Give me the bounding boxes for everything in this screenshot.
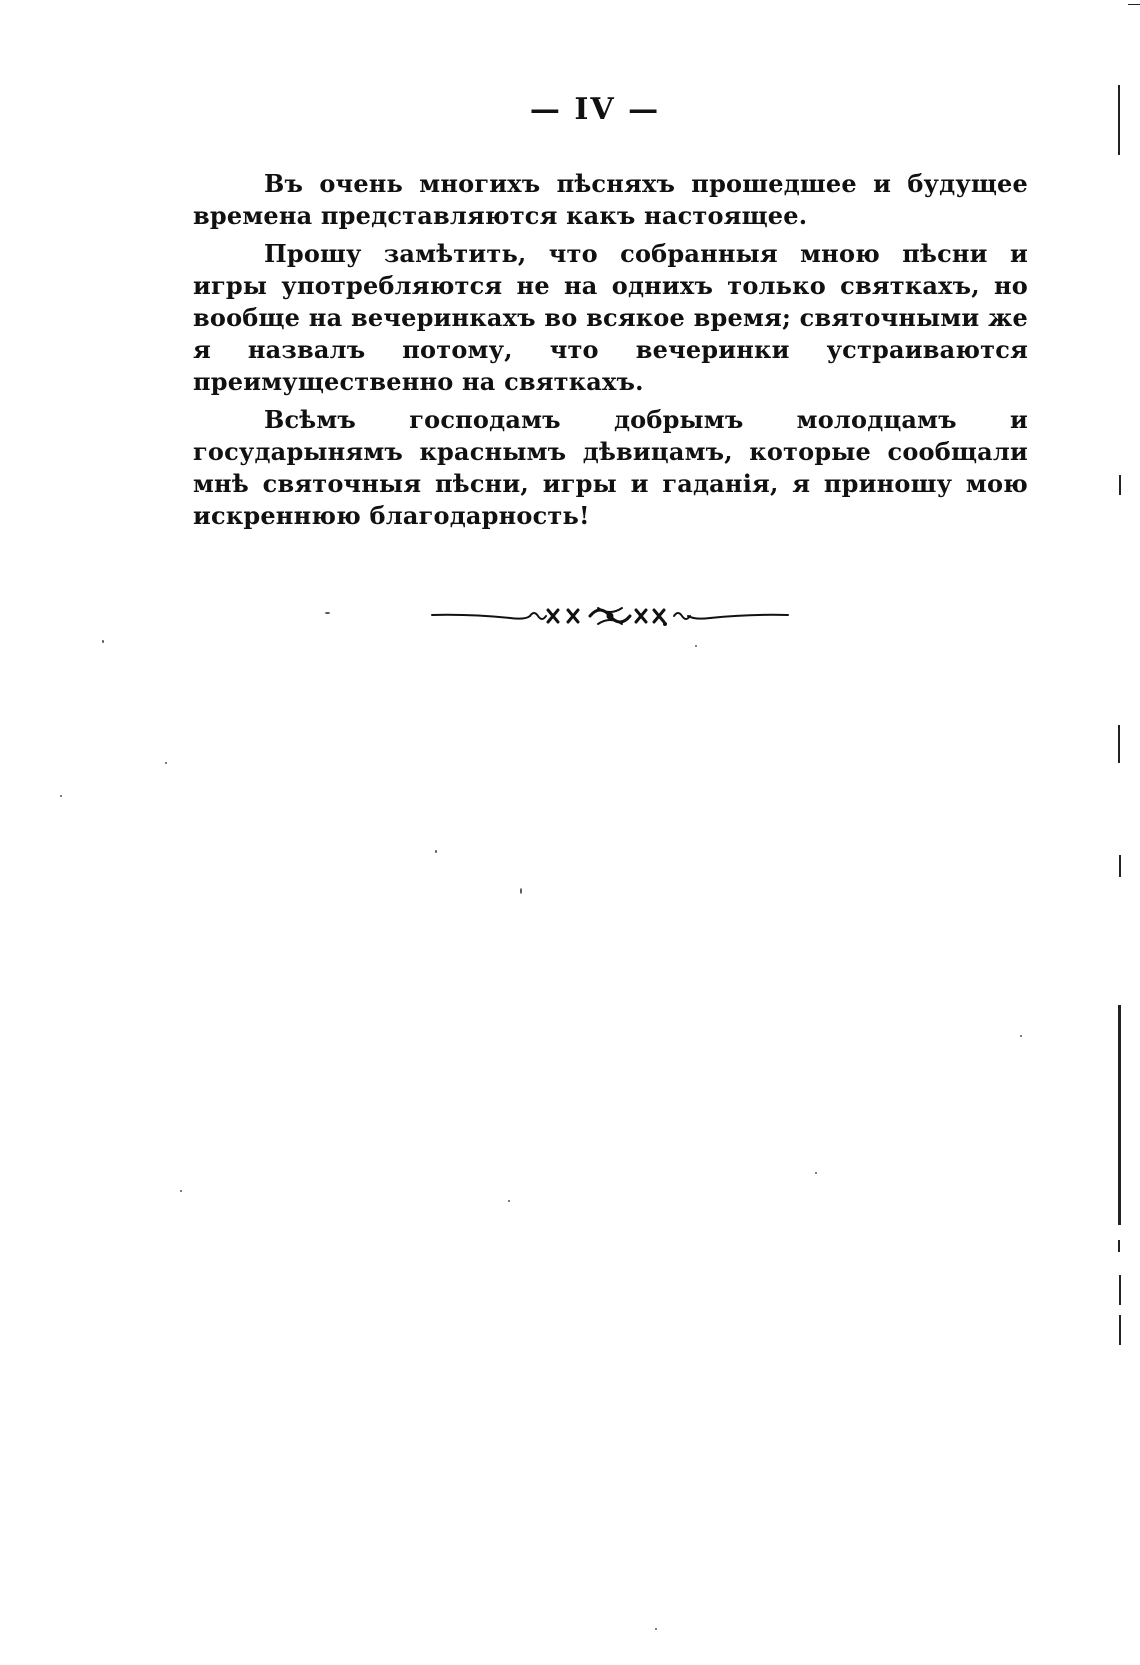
scan-speck bbox=[180, 1190, 182, 1192]
tailpiece-ornament-icon bbox=[430, 600, 790, 630]
scan-edge-mark bbox=[1119, 1315, 1121, 1345]
scan-speck bbox=[165, 762, 167, 764]
page-number: — IV — bbox=[529, 92, 661, 127]
scan-speck bbox=[655, 1628, 657, 1630]
scan-speck bbox=[102, 640, 104, 643]
scan-speck bbox=[815, 1172, 817, 1174]
scan-edge-mark bbox=[1119, 855, 1121, 877]
scan-speck bbox=[435, 850, 437, 853]
scan-speck bbox=[520, 888, 522, 894]
paragraph: Въ очень многихъ пѣсняхъ прошедшее и будущее времена представляются какъ настоящее. bbox=[193, 169, 1028, 230]
scan-edge-mark bbox=[1128, 4, 1140, 5]
scan-speck bbox=[325, 612, 330, 614]
scan-edge-mark bbox=[1118, 85, 1120, 155]
scan-speck bbox=[695, 645, 697, 647]
scan-speck bbox=[508, 1200, 510, 1202]
body-text bbox=[193, 168, 1028, 538]
scan-speck bbox=[1020, 1035, 1022, 1037]
scan-edge-mark bbox=[1118, 1240, 1120, 1252]
scan-speck bbox=[60, 795, 62, 797]
scan-edge-mark bbox=[1118, 725, 1120, 763]
paragraph: Всѣмъ господамъ добрымъ молодцамъ и государынямъ краснымъ дѣвицамъ, которые сообщали мнѣ святочныя пѣсни, игры и гаданія, я приношу мою искреннюю благодарность! bbox=[193, 405, 1028, 530]
scan-edge-mark bbox=[1119, 475, 1121, 495]
scan-edge-mark bbox=[1118, 1005, 1121, 1225]
scan-edge-mark bbox=[1119, 1275, 1121, 1305]
paragraph: Прошу замѣтить, что собранныя мною пѣсни и игры употребляются не на однихъ только святкахъ, но вообще на вечеринкахъ во всякое время; святочными же я назвалъ потому, что вечеринки устраиваются преимущественно на святкахъ. bbox=[193, 239, 1028, 396]
